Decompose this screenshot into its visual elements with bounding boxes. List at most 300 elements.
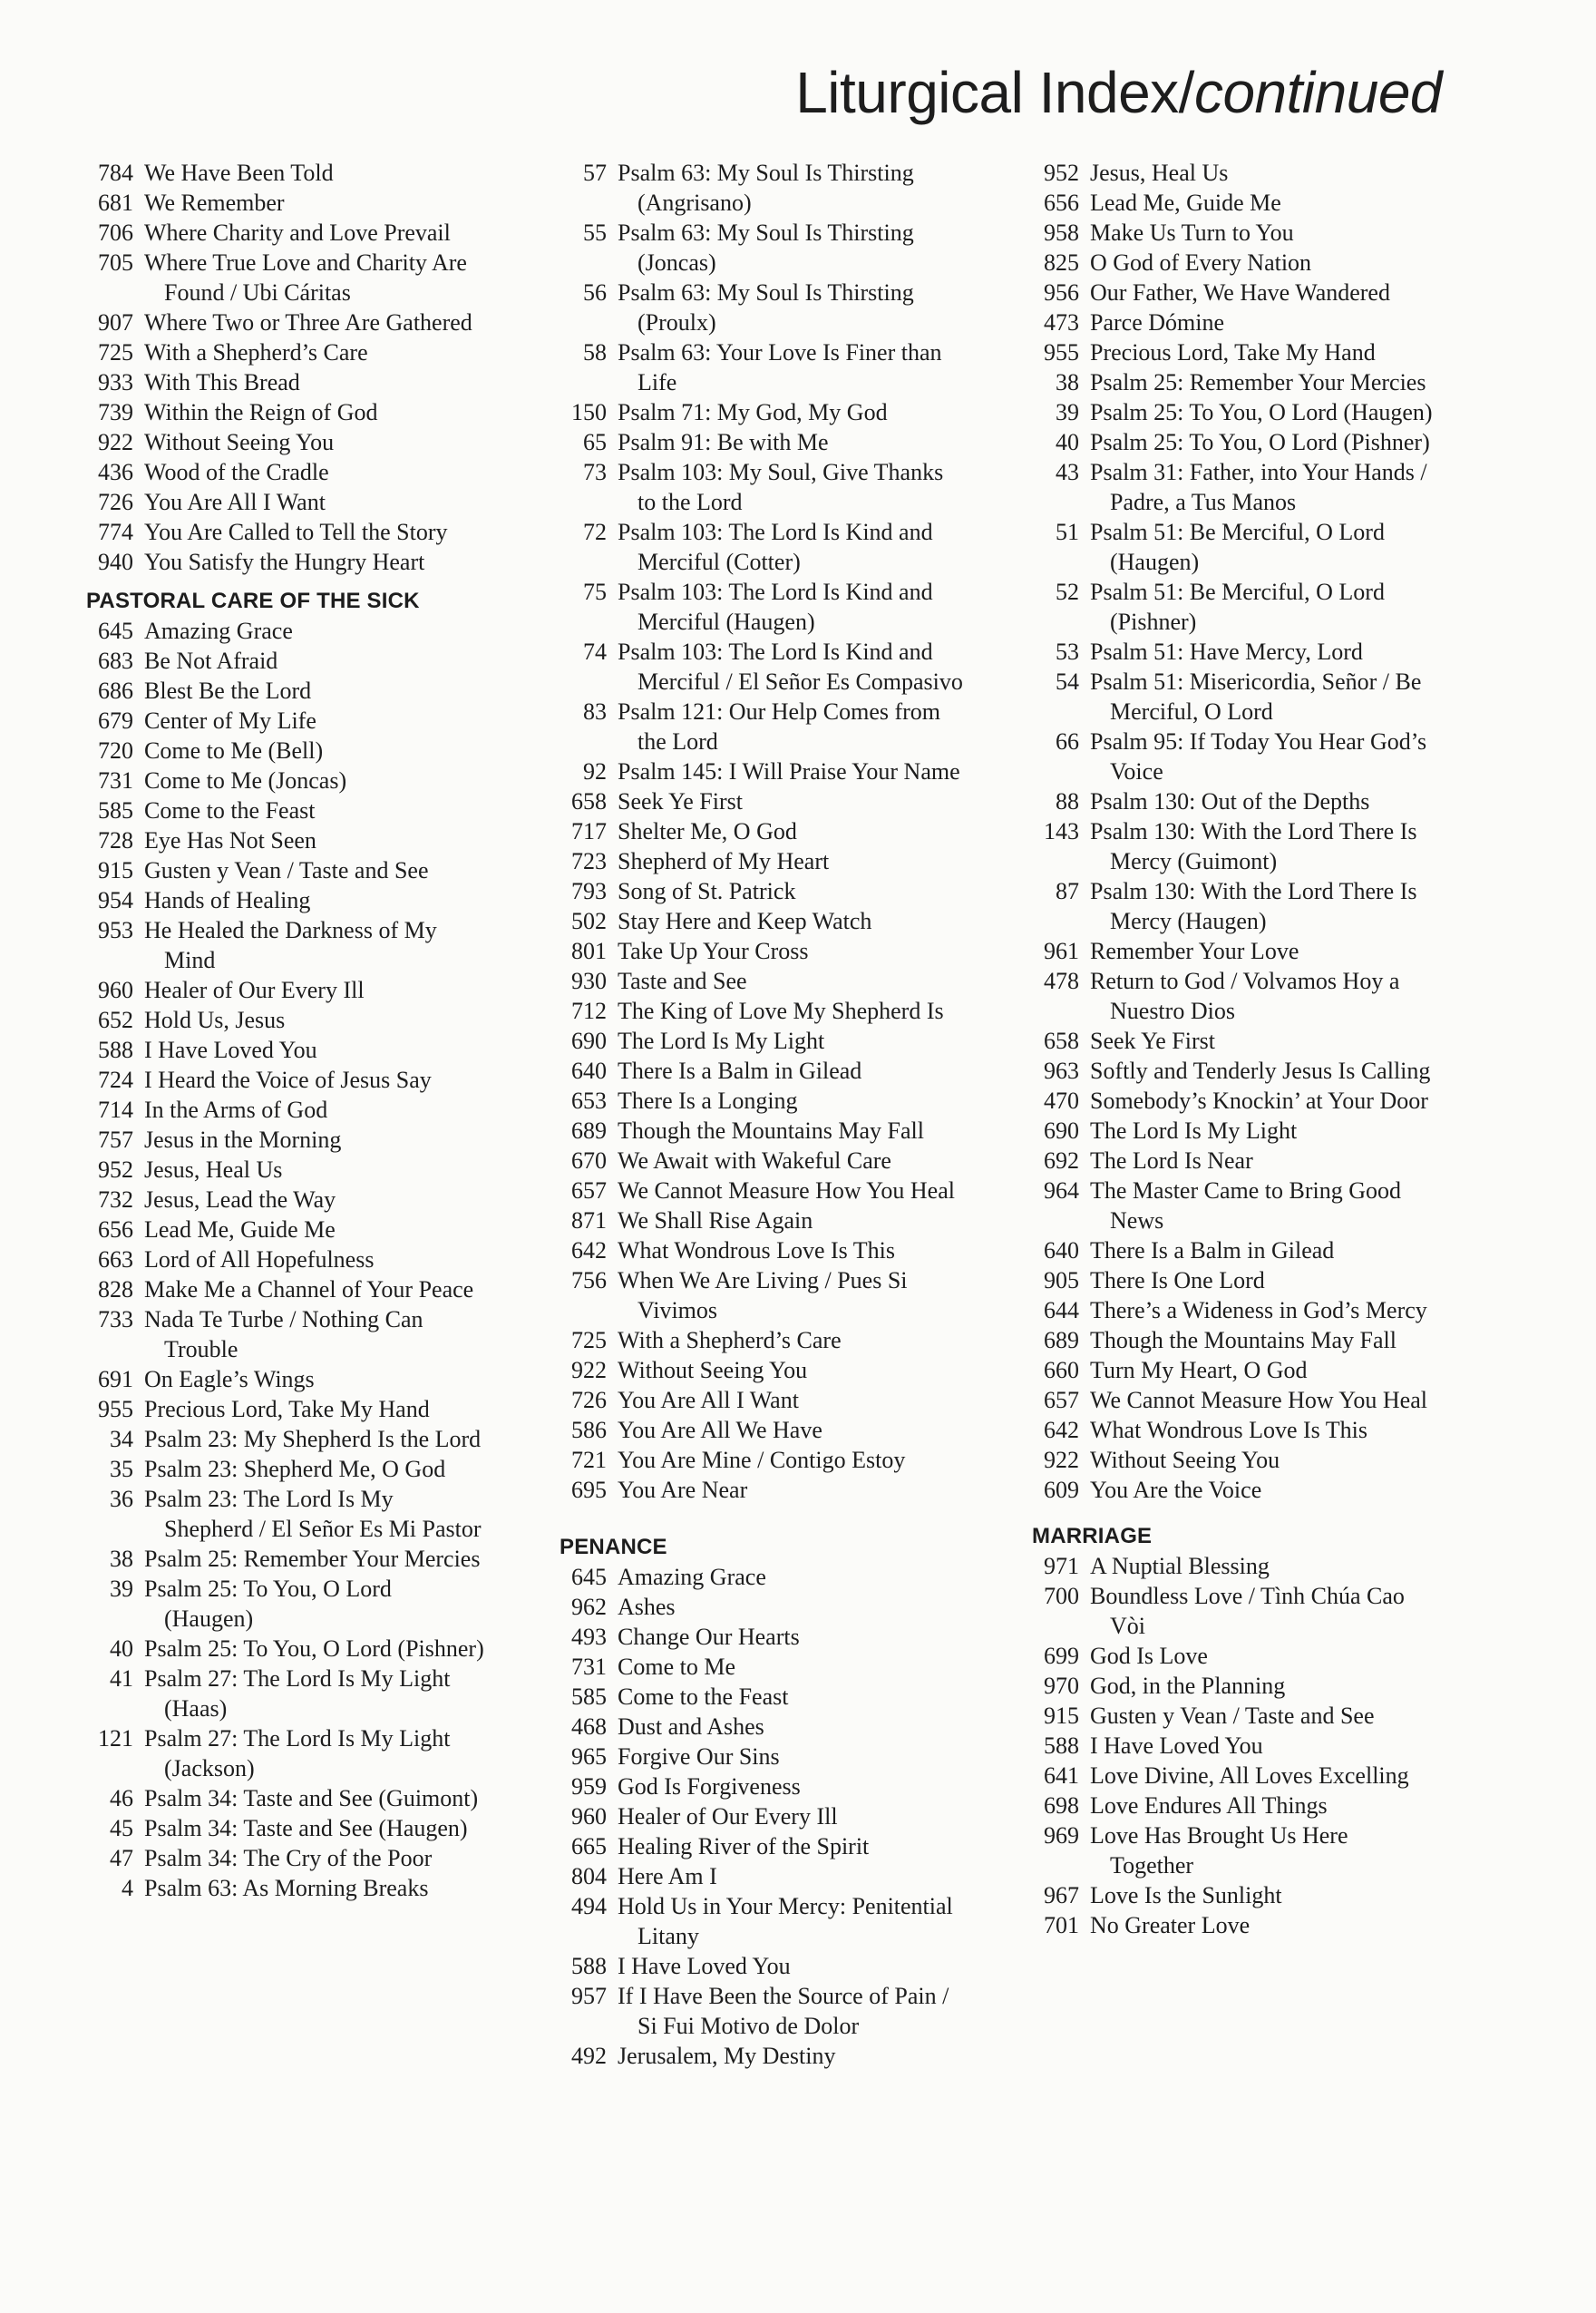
entry-number: 652 <box>98 1007 133 1033</box>
entry-number: 871 <box>571 1207 607 1234</box>
entry-number: 640 <box>571 1058 607 1084</box>
entry-number: 658 <box>1044 1028 1079 1054</box>
index-entry <box>560 278 972 337</box>
index-entry <box>1032 936 1435 966</box>
entry-title: Precious Lord, Take My Hand <box>1090 339 1376 366</box>
entry-number: 922 <box>1044 1447 1079 1473</box>
index-entry <box>560 1981 972 2041</box>
entry-number: 660 <box>1044 1357 1079 1383</box>
index-entry <box>560 427 972 457</box>
index-entry <box>560 1176 972 1205</box>
index-entry <box>86 1155 485 1185</box>
entry-title: Psalm 91: Be with Me <box>618 429 829 455</box>
entry-number: 46 <box>110 1785 133 1811</box>
entry-title: Psalm 103: The Lord Is Kind and Merciful (Haugen) <box>618 579 933 635</box>
entry-title: A Nuptial Blessing <box>1090 1553 1270 1579</box>
entry-number: 712 <box>571 998 607 1024</box>
entry-title: Within the Reign of God <box>144 399 378 425</box>
entry-title: Lead Me, Guide Me <box>144 1216 336 1243</box>
entry-title: Return to God / Volvamos Hoy a Nuestro Dios <box>1090 968 1400 1024</box>
index-entry <box>86 1484 485 1544</box>
entry-title: You Are All I Want <box>618 1387 799 1413</box>
entry-number: 731 <box>98 767 133 794</box>
entry-number: 961 <box>1044 938 1079 964</box>
entry-number: 56 <box>583 279 607 306</box>
entry-number: 585 <box>98 797 133 824</box>
entry-title: Jesus in the Morning <box>144 1127 342 1153</box>
index-entry <box>1032 1355 1435 1385</box>
index-entry <box>86 1005 485 1035</box>
entry-number: 72 <box>583 519 607 545</box>
entry-number: 952 <box>1044 160 1079 186</box>
entry-number: 51 <box>1056 519 1079 545</box>
page-title-main: Liturgical Index/ <box>795 60 1194 125</box>
entry-title: Psalm 27: The Lord Is My Light (Jackson) <box>144 1725 451 1781</box>
index-entry <box>560 1622 972 1652</box>
entry-number: 478 <box>1044 968 1079 994</box>
entry-title: Psalm 25: To You, O Lord (Haugen) <box>144 1576 392 1632</box>
index-entry <box>560 577 972 637</box>
entry-title: Psalm 23: The Lord Is My Shepherd / El Señor Es Mi Pastor <box>144 1486 482 1542</box>
entry-title: I Have Loved You <box>1090 1732 1263 1759</box>
entry-title: Love Divine, All Loves Excelling <box>1090 1762 1409 1789</box>
entry-number: 470 <box>1044 1088 1079 1114</box>
entry-number: 933 <box>98 369 133 395</box>
index-entry <box>86 218 485 248</box>
index-entry <box>1032 1820 1435 1880</box>
entry-title: With a Shepherd’s Care <box>618 1327 842 1353</box>
entry-title: Song of St. Patrick <box>618 878 796 904</box>
entry-list <box>86 158 485 577</box>
index-entry <box>86 517 485 547</box>
entry-number: 681 <box>98 190 133 216</box>
entry-number: 905 <box>1044 1267 1079 1293</box>
entry-number: 690 <box>571 1028 607 1054</box>
entry-title: In the Arms of God <box>144 1097 328 1123</box>
entry-title: You Are the Voice <box>1090 1477 1262 1503</box>
index-entry <box>86 706 485 736</box>
entry-number: 714 <box>98 1097 133 1123</box>
index-entry <box>86 457 485 487</box>
index-entry <box>1032 158 1435 188</box>
index-entry <box>1032 1910 1435 1940</box>
entry-number: 963 <box>1044 1058 1079 1084</box>
index-entry <box>560 1682 972 1712</box>
index-entry <box>560 1205 972 1235</box>
entry-number: 724 <box>98 1067 133 1093</box>
index-entry <box>86 1274 485 1304</box>
index-entry <box>1032 188 1435 218</box>
entry-title: Psalm 34: Taste and See (Haugen) <box>144 1815 468 1841</box>
entry-number: 74 <box>583 639 607 665</box>
index-entry <box>1032 1581 1435 1641</box>
index-entry <box>560 966 972 996</box>
index-entry <box>1032 816 1435 876</box>
entry-title: Without Seeing You <box>618 1357 808 1383</box>
entry-number: 39 <box>110 1576 133 1602</box>
entry-title: There Is a Balm in Gilead <box>618 1058 862 1084</box>
index-entry <box>86 616 485 646</box>
index-entry <box>86 915 485 975</box>
index-entry <box>560 218 972 278</box>
entry-title: The Master Came to Bring Good News <box>1090 1177 1401 1234</box>
index-entry <box>560 1056 972 1086</box>
entry-title: What Wondrous Love Is This <box>1090 1417 1368 1443</box>
index-entry <box>86 1783 485 1813</box>
entry-title: Love Has Brought Us Here Together <box>1090 1822 1348 1879</box>
entry-title: Psalm 63: Your Love Is Finer than Life <box>618 339 942 395</box>
index-entry <box>86 975 485 1005</box>
index-entry <box>1032 1086 1435 1116</box>
index-entry <box>86 1544 485 1574</box>
entry-number: 969 <box>1044 1822 1079 1849</box>
index-entry <box>1032 1701 1435 1731</box>
entry-number: 642 <box>571 1237 607 1264</box>
index-entry <box>1032 278 1435 307</box>
entry-title: Amazing Grace <box>618 1564 766 1590</box>
entry-number: 609 <box>1044 1477 1079 1503</box>
entry-number: 683 <box>98 648 133 674</box>
entry-number: 960 <box>98 977 133 1003</box>
index-entry <box>1032 667 1435 727</box>
entry-title: Where True Love and Charity Are Found / Ubi Cáritas <box>144 249 467 306</box>
entry-number: 35 <box>110 1456 133 1482</box>
entry-title: Psalm 51: Be Merciful, O Lord (Haugen) <box>1090 519 1385 575</box>
index-entry <box>560 756 972 786</box>
entry-number: 756 <box>571 1267 607 1293</box>
index-entry <box>1032 577 1435 637</box>
entry-title: Our Father, We Have Wandered <box>1090 279 1390 306</box>
entry-title: Center of My Life <box>144 708 316 734</box>
entry-title: Be Not Afraid <box>144 648 278 674</box>
entry-title: Blest Be the Lord <box>144 678 312 704</box>
entry-title: Jesus, Lead the Way <box>144 1186 336 1213</box>
entry-title: Amazing Grace <box>144 618 293 644</box>
entry-list <box>560 158 972 1505</box>
entry-title: Psalm 63: My Soul Is Thirsting (Angrisano) <box>618 160 914 216</box>
index-entry <box>86 1304 485 1364</box>
index-entry <box>1032 1385 1435 1415</box>
entry-title: Psalm 23: Shepherd Me, O God <box>144 1456 446 1482</box>
entry-title: The Lord Is My Light <box>1090 1117 1298 1144</box>
entry-title: No Greater Love <box>1090 1912 1251 1938</box>
entry-number: 657 <box>1044 1387 1079 1413</box>
index-entry <box>560 1742 972 1771</box>
index-entry <box>1032 337 1435 367</box>
entry-number: 726 <box>571 1387 607 1413</box>
entry-number: 721 <box>571 1447 607 1473</box>
entry-title: You Satisfy the Hungry Heart <box>144 549 425 575</box>
entry-number: 640 <box>1044 1237 1079 1264</box>
entry-number: 965 <box>571 1743 607 1770</box>
entry-number: 150 <box>571 399 607 425</box>
entry-number: 494 <box>571 1893 607 1919</box>
entry-number: 644 <box>1044 1297 1079 1323</box>
index-entry <box>560 1592 972 1622</box>
index-entry <box>560 816 972 846</box>
index-entry <box>1032 307 1435 337</box>
entry-number: 39 <box>1056 399 1079 425</box>
entry-title: Shepherd of My Heart <box>618 848 830 874</box>
index-entry <box>1032 218 1435 248</box>
entry-title: Hold Us, Jesus <box>144 1007 286 1033</box>
entry-title: Psalm 95: If Today You Hear God’s Voice <box>1090 728 1427 785</box>
index-entry <box>86 188 485 218</box>
index-entry <box>560 1116 972 1146</box>
index-entry <box>1032 1295 1435 1325</box>
entry-title: Jesus, Heal Us <box>1090 160 1229 186</box>
section-heading-pastoral-care: PASTORAL CARE OF THE SICK <box>86 589 420 613</box>
entry-number: 725 <box>98 339 133 366</box>
entry-number: 52 <box>1056 579 1079 605</box>
index-entry <box>1032 1475 1435 1505</box>
index-entry <box>560 1355 972 1385</box>
entry-number: 656 <box>98 1216 133 1243</box>
index-entry <box>560 1831 972 1861</box>
entry-title: Lead Me, Guide Me <box>1090 190 1281 216</box>
index-entry <box>1032 397 1435 427</box>
index-entry <box>1032 457 1435 517</box>
index-entry <box>86 1125 485 1155</box>
entry-title: Turn My Heart, O God <box>1090 1357 1308 1383</box>
entry-title: Psalm 63: My Soul Is Thirsting (Proulx) <box>618 279 914 336</box>
entry-number: 784 <box>98 160 133 186</box>
index-entry <box>1032 1026 1435 1056</box>
entry-title: What Wondrous Love Is This <box>618 1237 896 1264</box>
entry-title: You Are All We Have <box>618 1417 822 1443</box>
entry-title: Taste and See <box>618 968 747 994</box>
entry-title: Boundless Love / Tình Chúa Cao Vòi <box>1090 1583 1405 1639</box>
index-column-2 <box>560 158 972 2071</box>
entry-number: 733 <box>98 1306 133 1332</box>
section-heading-marriage: MARRIAGE <box>1032 1524 1153 1548</box>
entry-number: 665 <box>571 1833 607 1859</box>
index-entry <box>1032 727 1435 786</box>
entry-number: 41 <box>110 1665 133 1692</box>
entry-number: 58 <box>583 339 607 366</box>
index-entry <box>86 885 485 915</box>
entry-number: 493 <box>571 1624 607 1650</box>
entry-title: Precious Lord, Take My Hand <box>144 1396 430 1422</box>
index-entry <box>1032 1791 1435 1820</box>
index-entry <box>1032 1551 1435 1581</box>
entry-title: Come to the Feast <box>618 1684 789 1710</box>
entry-number: 658 <box>571 788 607 815</box>
entry-number: 36 <box>110 1486 133 1512</box>
entry-title: Jesus, Heal Us <box>144 1156 283 1183</box>
index-entry <box>86 1574 485 1634</box>
index-entry <box>86 1035 485 1065</box>
page-title-continued: continued <box>1193 60 1442 125</box>
entry-number: 689 <box>571 1117 607 1144</box>
entry-title: On Eagle’s Wings <box>144 1366 315 1392</box>
entry-number: 701 <box>1044 1912 1079 1938</box>
index-entry <box>560 158 972 218</box>
index-entry <box>1032 517 1435 577</box>
entry-number: 971 <box>1044 1553 1079 1579</box>
entry-title: Softly and Tenderly Jesus Is Calling <box>1090 1058 1431 1084</box>
entry-title: Forgive Our Sins <box>618 1743 780 1770</box>
entry-number: 801 <box>571 938 607 964</box>
entry-title: There Is a Longing <box>618 1088 798 1114</box>
entry-number: 645 <box>571 1564 607 1590</box>
entry-title: Healing River of the Spirit <box>618 1833 870 1859</box>
page-title <box>795 60 1442 125</box>
entry-title: Psalm 34: The Cry of the Poor <box>144 1845 433 1871</box>
entry-title: We Have Been Told <box>144 160 334 186</box>
entry-title: Stay Here and Keep Watch <box>618 908 872 934</box>
entry-number: 955 <box>1044 339 1079 366</box>
entry-title: Hold Us in Your Mercy: Penitential Litany <box>618 1893 953 1949</box>
entry-number: 706 <box>98 220 133 246</box>
index-entry <box>86 1095 485 1125</box>
entry-title: Wood of the Cradle <box>144 459 329 485</box>
entry-title: Where Two or Three Are Gathered <box>144 309 472 336</box>
index-entry <box>1032 1731 1435 1761</box>
entry-number: 588 <box>1044 1732 1079 1759</box>
index-entry <box>86 1723 485 1783</box>
entry-number: 698 <box>1044 1792 1079 1819</box>
entry-number: 38 <box>1056 369 1079 395</box>
entry-number: 720 <box>98 737 133 764</box>
entry-number: 691 <box>98 1366 133 1392</box>
entry-title: Psalm 23: My Shepherd Is the Lord <box>144 1426 482 1452</box>
index-entry <box>1032 1880 1435 1910</box>
index-entry <box>86 547 485 577</box>
entry-title: The Lord Is Near <box>1090 1147 1253 1174</box>
entry-title: I Have Loved You <box>144 1037 317 1063</box>
entry-title: Remember Your Love <box>1090 938 1299 964</box>
entry-title: We Shall Rise Again <box>618 1207 813 1234</box>
entry-title: Come to Me <box>618 1654 735 1680</box>
entry-title: Psalm 51: Have Mercy, Lord <box>1090 639 1363 665</box>
index-entry <box>86 1634 485 1664</box>
entry-title: Make Me a Channel of Your Peace <box>144 1276 474 1303</box>
entry-title: Seek Ye First <box>1090 1028 1215 1054</box>
entry-title: Psalm 25: Remember Your Mercies <box>1090 369 1426 395</box>
index-entry <box>560 397 972 427</box>
index-entry <box>560 1445 972 1475</box>
entry-title: He Healed the Darkness of My Mind <box>144 917 437 973</box>
index-entry <box>86 1873 485 1903</box>
entry-list <box>560 1562 972 2071</box>
entry-number: 699 <box>1044 1643 1079 1669</box>
entry-title: Hands of Healing <box>144 887 311 913</box>
index-entry <box>86 825 485 855</box>
entry-number: 956 <box>1044 279 1079 306</box>
entry-title: Psalm 130: With the Lord There Is Mercy (Haugen) <box>1090 878 1417 934</box>
entry-number: 804 <box>571 1863 607 1889</box>
index-entry <box>86 337 485 367</box>
index-entry <box>560 996 972 1026</box>
entry-number: 143 <box>1044 818 1079 844</box>
entry-title: Psalm 31: Father, into Your Hands / Padre, a Tus Manos <box>1090 459 1427 515</box>
entry-title: You Are Mine / Contigo Estoy <box>618 1447 906 1473</box>
index-entry <box>560 1385 972 1415</box>
entry-title: Somebody’s Knockin’ at Your Door <box>1090 1088 1428 1114</box>
entry-title: The Lord Is My Light <box>618 1028 825 1054</box>
index-entry <box>560 1235 972 1265</box>
entry-title: Healer of Our Every Ill <box>618 1803 838 1830</box>
entry-number: 38 <box>110 1546 133 1572</box>
index-entry <box>1032 1146 1435 1176</box>
index-column-3 <box>1032 158 1435 1940</box>
entry-title: Psalm 25: To You, O Lord (Haugen) <box>1090 399 1433 425</box>
entry-number: 87 <box>1056 878 1079 904</box>
entry-number: 957 <box>571 1983 607 2009</box>
index-entry <box>560 936 972 966</box>
entry-number: 960 <box>571 1803 607 1830</box>
index-entry <box>86 766 485 795</box>
entry-number: 73 <box>583 459 607 485</box>
entry-number: 588 <box>571 1953 607 1979</box>
entry-number: 492 <box>571 2043 607 2069</box>
entry-title: Without Seeing You <box>144 429 335 455</box>
entry-title: Shelter Me, O God <box>618 818 797 844</box>
entry-number: 65 <box>583 429 607 455</box>
entry-number: 468 <box>571 1713 607 1740</box>
index-entry <box>560 1086 972 1116</box>
entry-number: 953 <box>98 917 133 943</box>
entry-title: Come to Me (Joncas) <box>144 767 347 794</box>
entry-title: Healer of Our Every Ill <box>144 977 365 1003</box>
entry-title: Though the Mountains May Fall <box>1090 1327 1396 1353</box>
index-entry <box>560 1951 972 1981</box>
index-entry <box>560 1891 972 1951</box>
entry-number: 690 <box>1044 1117 1079 1144</box>
index-entry <box>86 427 485 457</box>
entry-number: 705 <box>98 249 133 276</box>
entry-number: 689 <box>1044 1327 1079 1353</box>
index-entry <box>560 697 972 756</box>
entry-number: 930 <box>571 968 607 994</box>
entry-title: God Is Love <box>1090 1643 1208 1669</box>
index-entry <box>1032 1641 1435 1671</box>
index-entry <box>560 337 972 397</box>
entry-list <box>86 616 485 1903</box>
entry-title: Come to Me (Bell) <box>144 737 324 764</box>
index-entry <box>560 2041 972 2071</box>
index-entry <box>1032 1415 1435 1445</box>
index-entry <box>560 1801 972 1831</box>
entry-title: Psalm 25: Remember Your Mercies <box>144 1546 481 1572</box>
entry-number: 692 <box>1044 1147 1079 1174</box>
entry-number: 774 <box>98 519 133 545</box>
index-entry <box>560 1026 972 1056</box>
entry-number: 83 <box>583 698 607 725</box>
index-entry <box>86 1394 485 1424</box>
entry-title: We Remember <box>144 190 285 216</box>
entry-title: God, in the Planning <box>1090 1673 1286 1699</box>
entry-number: 656 <box>1044 190 1079 216</box>
entry-number: 970 <box>1044 1673 1079 1699</box>
entry-title: Seek Ye First <box>618 788 743 815</box>
entry-title: Change Our Hearts <box>618 1624 800 1650</box>
index-entry <box>1032 1265 1435 1295</box>
entry-title: You Are Near <box>618 1477 748 1503</box>
index-entry <box>86 855 485 885</box>
index-entry <box>86 1215 485 1244</box>
entry-title: Psalm 103: My Soul, Give Thanks to the Lord <box>618 459 944 515</box>
entry-number: 732 <box>98 1186 133 1213</box>
index-entry <box>560 1325 972 1355</box>
entry-number: 670 <box>571 1147 607 1174</box>
entry-list <box>1032 1551 1435 1940</box>
entry-title: Without Seeing You <box>1090 1447 1280 1473</box>
index-entry <box>86 1454 485 1484</box>
index-entry <box>86 367 485 397</box>
index-entry <box>1032 1056 1435 1086</box>
